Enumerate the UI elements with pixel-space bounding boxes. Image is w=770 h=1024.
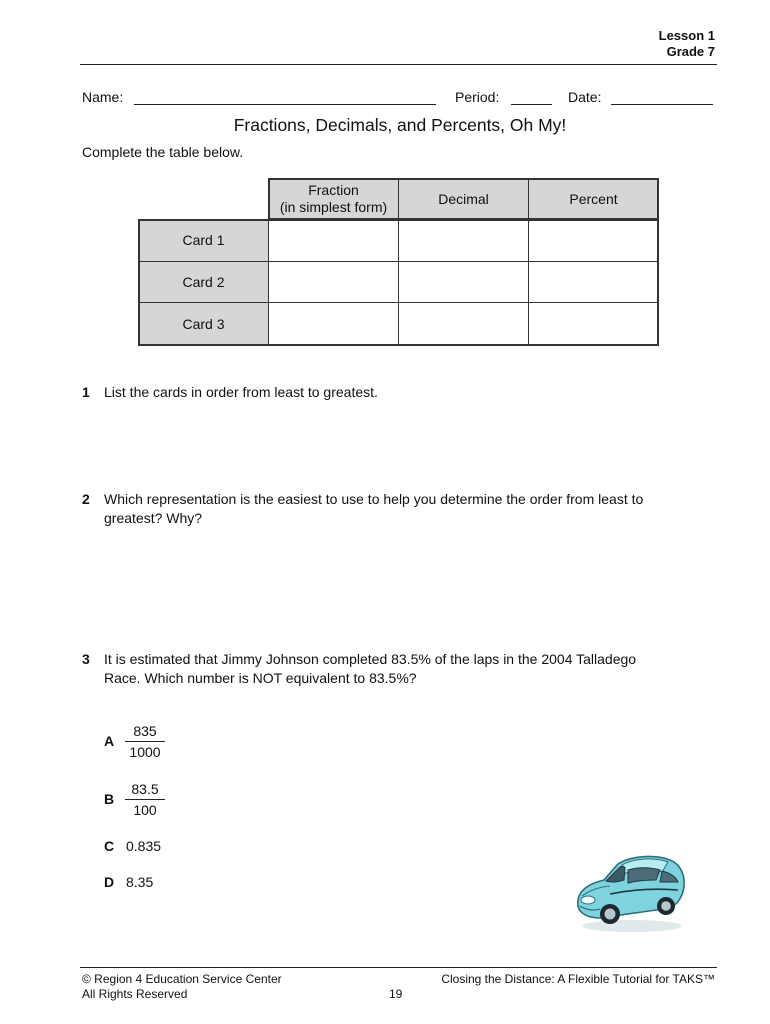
card-1-fraction-cell[interactable] [268,219,399,262]
card-2-decimal-cell[interactable] [398,261,529,303]
card-3-decimal-cell[interactable] [398,302,529,346]
choice-b-fraction [125,781,165,818]
footer-publication: Closing the Distance: A Flexible Tutorial for TAKS™ [441,972,715,986]
card-1-percent-cell[interactable] [528,219,659,262]
row-label-card-2: Card 2 [138,261,269,303]
name-blank[interactable] [134,104,436,105]
card-2-fraction-cell[interactable] [268,261,399,303]
choice-b-numerator: 83.5 [125,781,165,800]
header-rule [80,64,717,65]
period-blank[interactable] [511,104,552,105]
choice-a-denominator: 1000 [129,744,161,760]
choice-d-letter: D [104,874,115,890]
question-3-number: 3 [82,651,90,667]
period-label: Period: [455,89,500,105]
car-icon [570,850,690,935]
table-instruction: Complete the table below. [82,144,244,160]
choice-a-fraction [125,723,165,760]
student-info-line [82,89,722,109]
lesson-grade-label [659,28,715,60]
header-percent: Percent [528,178,659,220]
choice-d-value: 8.35 [126,874,154,890]
grade-label: Grade 7 [666,44,715,59]
footer-left [82,972,282,1002]
choice-c-letter: C [104,838,115,854]
choice-b-letter: B [104,791,115,807]
name-label: Name: [82,89,124,105]
page-number: 19 [389,987,403,1001]
question-3-line-1: It is estimated that Jimmy Johnson completed 83.5% of the laps in the 2004 Talladego [104,651,637,667]
footer-rights: All Rights Reserved [82,987,188,1001]
question-2-line-1: Which representation is the easiest to use to help you determine the order from least to [104,491,644,507]
question-1-text: List the cards in order from least to greatest. [104,384,378,400]
card-3-fraction-cell[interactable] [268,302,399,346]
header-decimal: Decimal [398,178,529,220]
date-blank[interactable] [611,104,713,105]
worksheet-title: Fractions, Decimals, and Percents, Oh My! [233,115,567,135]
question-3-line-2: Race. Which number is NOT equivalent to 83.5%? [104,670,417,686]
card-2-percent-cell[interactable] [528,261,659,303]
choice-c-value: 0.835 [126,838,162,854]
question-2-text [104,490,643,528]
choice-b-denominator: 100 [133,802,157,818]
choice-a-numerator: 835 [125,723,165,742]
row-label-card-1: Card 1 [138,219,269,262]
footer-copyright: © Region 4 Education Service Center [82,972,282,986]
choice-a-letter: A [104,733,115,749]
card-3-percent-cell[interactable] [528,302,659,346]
question-2-line-2: greatest? Why? [104,510,203,526]
question-3-text [104,650,636,688]
footer-rule [80,967,717,968]
date-label: Date: [568,89,602,105]
lesson-label: Lesson 1 [658,28,715,43]
header-fraction: Fraction (in simplest form) [268,178,399,220]
question-1-number: 1 [82,384,90,400]
question-2-number: 2 [82,491,90,507]
card-1-decimal-cell[interactable] [398,219,529,262]
row-label-card-3: Card 3 [138,302,269,346]
